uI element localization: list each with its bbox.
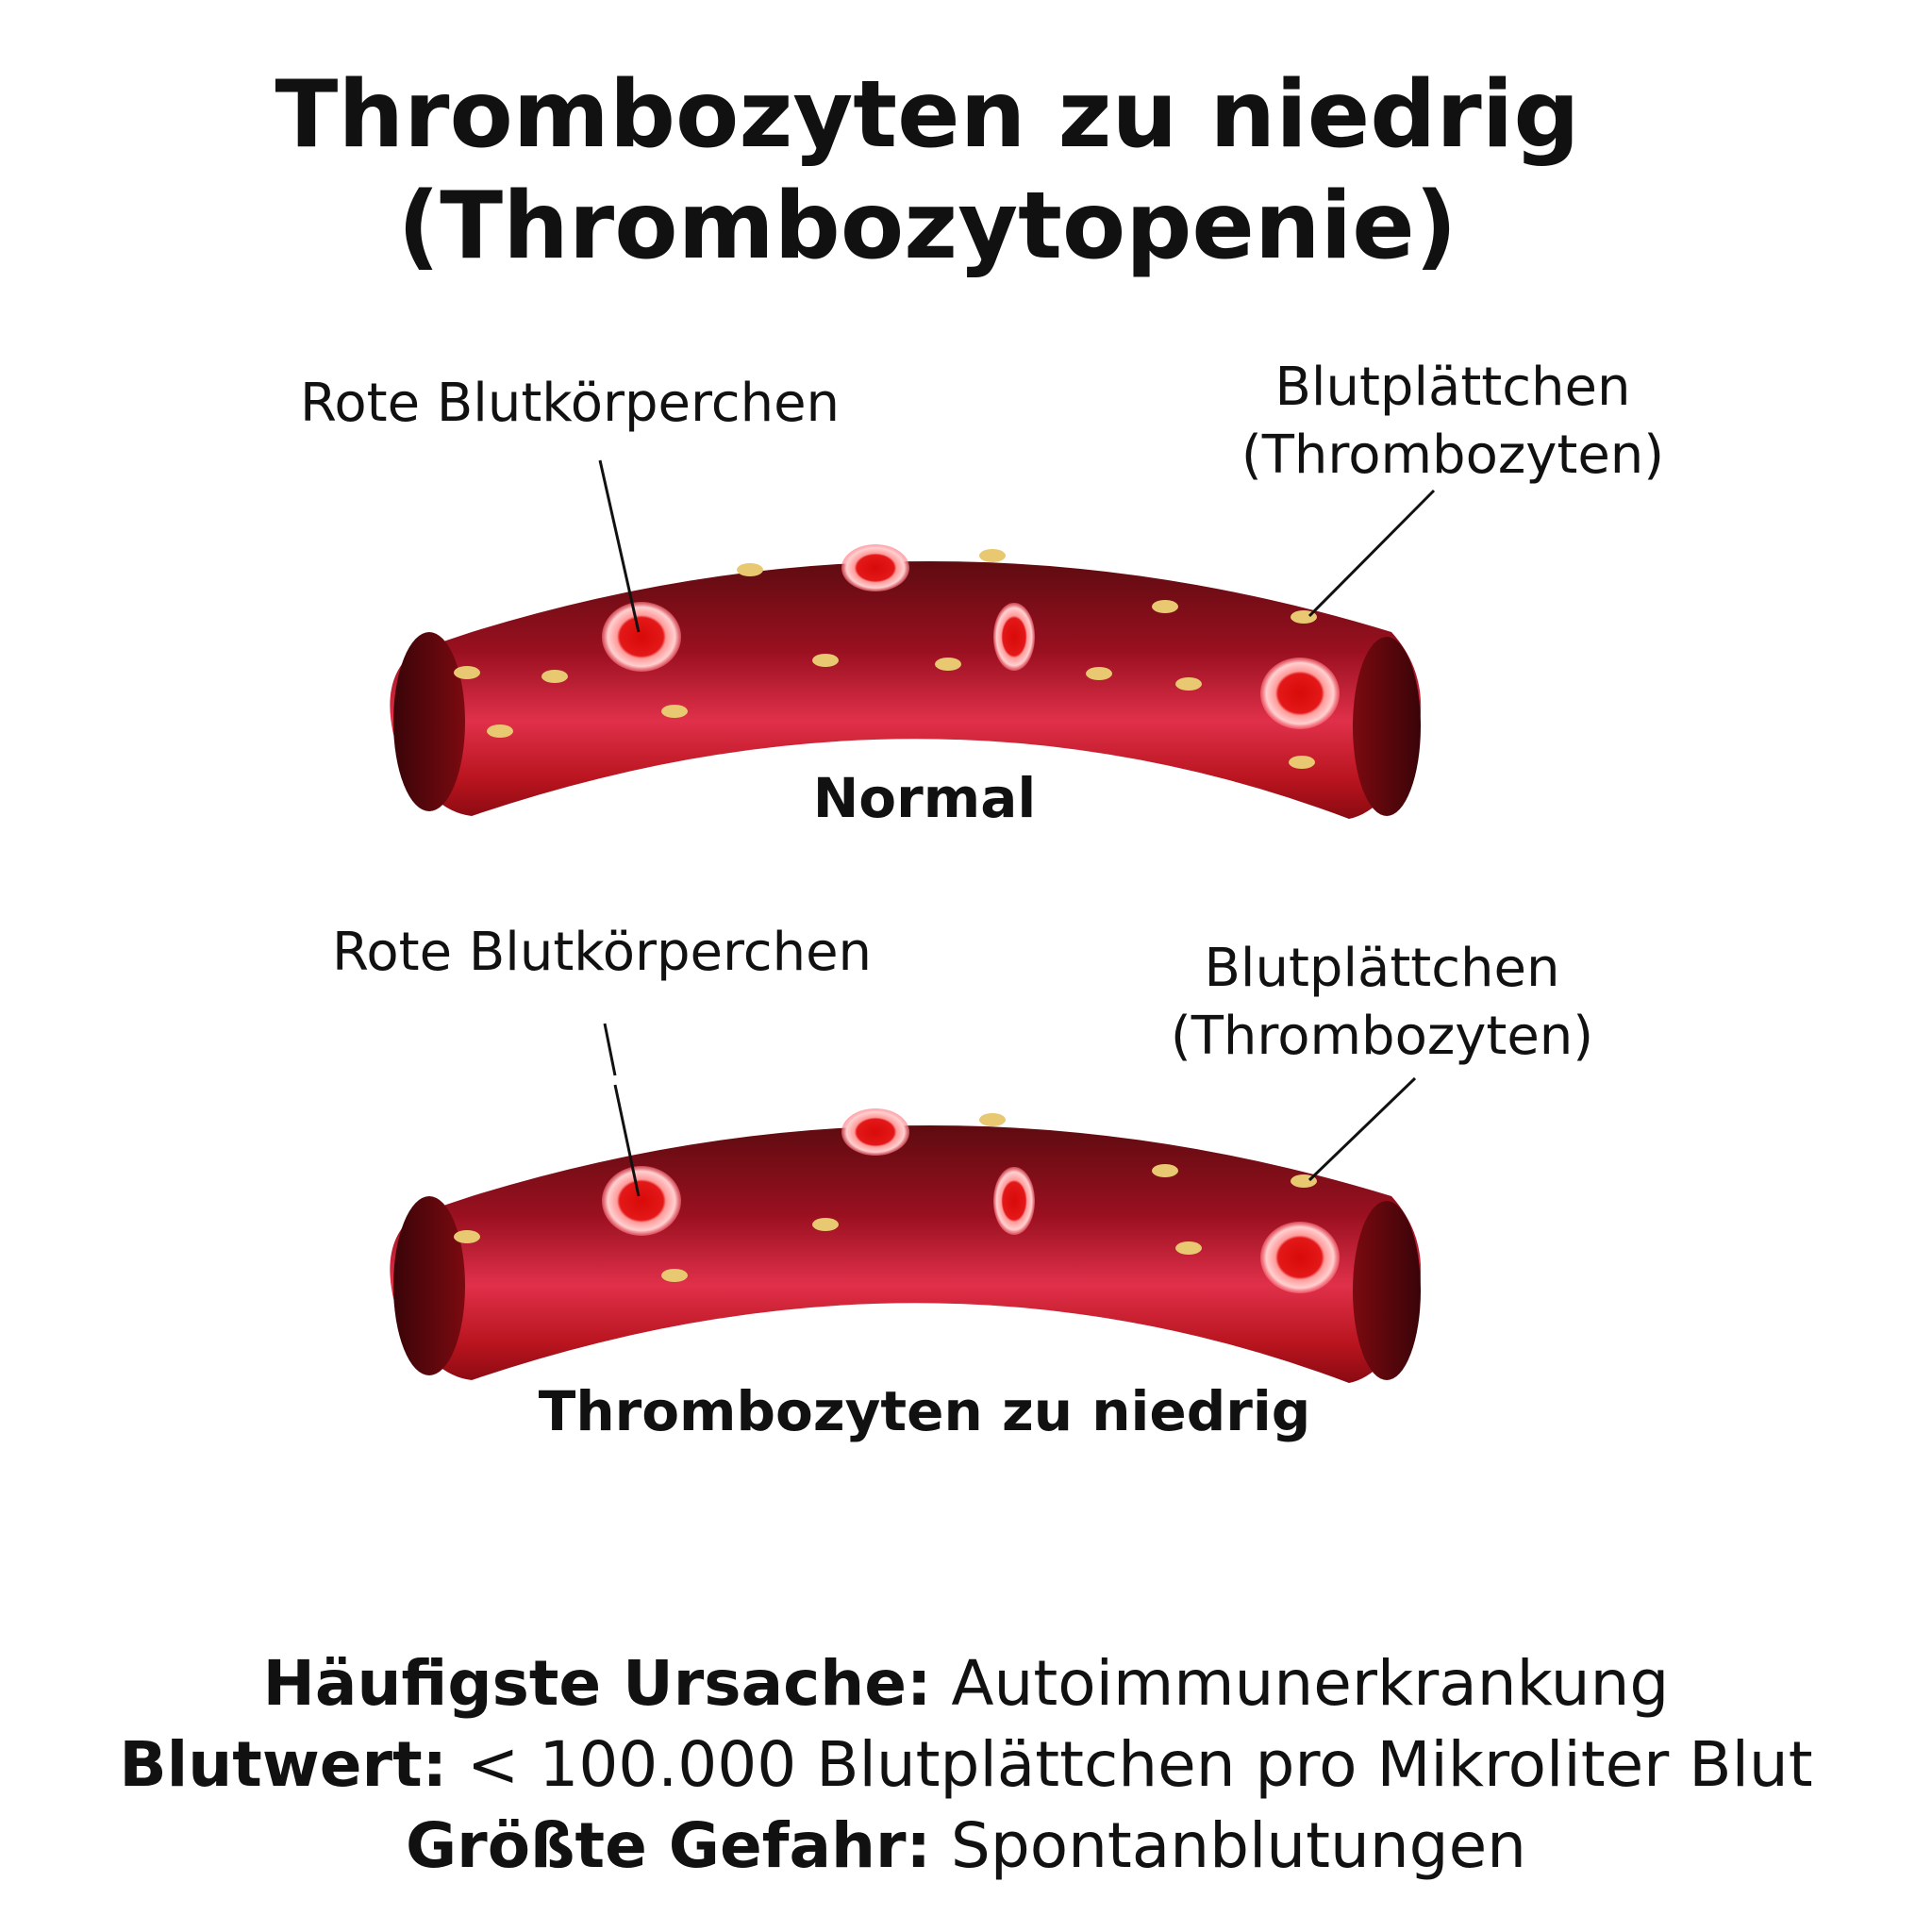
normal-platelet-label-line-1: Blutplättchen	[1274, 357, 1631, 418]
normal-caption: Normal	[812, 766, 1037, 830]
info-blood-value-key: Blutwert:	[119, 1728, 448, 1801]
page-title-line-2: (Thrombozytopenie)	[397, 173, 1457, 280]
low-rbc-leader-line	[605, 1024, 615, 1075]
info-danger-value: Spontanblutungen	[950, 1809, 1527, 1882]
low-rbc	[602, 1166, 681, 1236]
low-vessel-right-opening	[1353, 1201, 1421, 1380]
info-cause-value: Autoimmunerkrankung	[951, 1647, 1670, 1720]
info-cause	[0, 1643, 1932, 1724]
low-platelet	[1175, 1241, 1202, 1255]
low-rbc	[1260, 1222, 1340, 1293]
info-danger-key: Größte Gefahr:	[405, 1809, 931, 1882]
low-platelet	[979, 1113, 1006, 1126]
low-rbc-label: Rote Blutkörperchen	[332, 922, 873, 983]
low-rbc	[841, 1108, 909, 1156]
low-platelet-leader-line	[1309, 1078, 1415, 1180]
low-rbc	[993, 1167, 1035, 1235]
info-blood-value-value: < 100.000 Blutplättchen pro Mikroliter Blut	[467, 1728, 1813, 1801]
low-platelet	[812, 1218, 839, 1231]
low-platelet-label-line-2: (Thrombozyten)	[1170, 1006, 1594, 1067]
info-danger	[0, 1806, 1932, 1887]
low-platelet	[661, 1269, 688, 1282]
low-vessel-left-opening	[393, 1196, 465, 1375]
low-platelet	[1152, 1164, 1178, 1177]
low-platelet	[454, 1230, 480, 1243]
info-blood-value	[0, 1724, 1932, 1806]
info-cause-key: Häufigste Ursache:	[262, 1647, 932, 1720]
normal-platelet-label-line-2: (Thrombozyten)	[1241, 425, 1665, 486]
normal-rbc-label: Rote Blutkörperchen	[300, 373, 841, 434]
low-platelet-label-line-1: Blutplättchen	[1204, 938, 1560, 999]
low-caption: Thrombozyten zu niedrig	[538, 1379, 1311, 1443]
page-title-line-1: Thrombozyten zu niedrig	[275, 61, 1580, 169]
